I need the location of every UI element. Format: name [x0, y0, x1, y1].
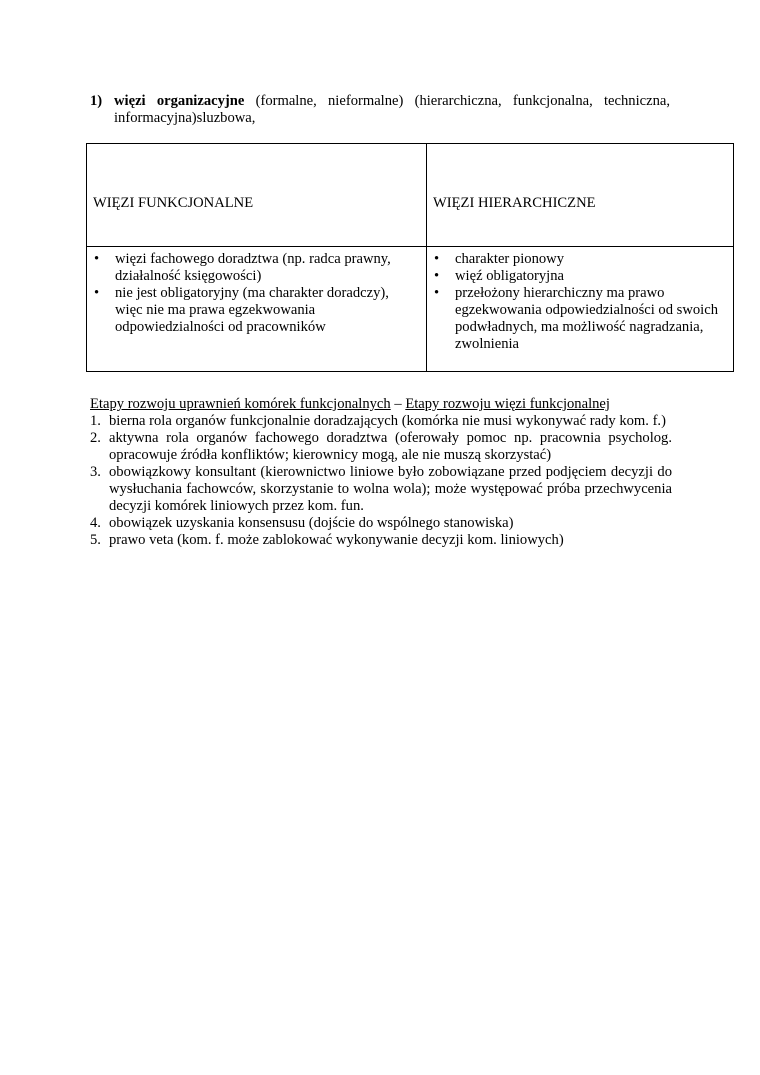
- list-item: • nie jest obligatoryjny (ma charakter doradczy), więc nie ma prawa egzekwowania odpowiedzialności od pracowników: [94, 285, 389, 335]
- section-number: 1): [90, 93, 103, 109]
- hierarchical-list: [433, 251, 727, 353]
- list-item: • charakter pionowy: [434, 251, 565, 267]
- functional-cell: [87, 247, 427, 372]
- table-header-row: [87, 144, 734, 247]
- heading-separator: –: [390, 396, 406, 412]
- list-item: • więzi fachowego doradztwa (np. radca prawny, działalność księgowości): [94, 251, 391, 284]
- table-body-row: [87, 247, 734, 372]
- section-description: (formalne, nieformalne) (hierarchiczna, funkcjonalna, techniczna, informacyjna)sluzbowa,: [114, 93, 670, 126]
- bullet-icon: •: [94, 251, 100, 267]
- hierarchical-cell: [427, 247, 734, 372]
- bullet-icon: •: [434, 285, 440, 301]
- list-item: 2. aktywna rola organów fachowego doradztwa (oferowały pomoc np. pracownia psycholog. opracowuje źródła konfliktów; kierownicy mogą, ale nie muszą skorzystać): [90, 430, 672, 463]
- bullet-icon: •: [434, 251, 440, 267]
- list-item: 4. obowiązek uzyskania konsensusu (dojście do wspólnego stanowiska): [90, 515, 514, 531]
- bullet-icon: •: [94, 285, 100, 301]
- stages-list: [90, 413, 672, 549]
- header-hierarchical: WIĘZI HIERARCHICZNE: [427, 144, 734, 247]
- list-item: 5. prawo veta (kom. f. może zablokować wykonywanie decyzji kom. liniowych): [90, 532, 564, 548]
- stages-heading-left: Etapy rozwoju uprawnień komórek funkcjonalnych: [90, 396, 391, 412]
- list-item: • więź obligatoryjna: [434, 268, 565, 284]
- list-item: 1. bierna rola organów funkcjonalnie doradzających (komórka nie musi wykonywać rady kom. f.): [90, 413, 666, 429]
- list-item: 3. obowiązkowy konsultant (kierownictwo liniowe było zobowiązane przed podjęciem decyzji do wysłuchania fachowców, skorzystanie to wolna wola); może występować próba przechwycenia decyzji komórek liniowych przez kom. fun.: [90, 464, 672, 514]
- bullet-icon: •: [434, 268, 440, 284]
- section-1: [90, 93, 670, 127]
- comparison-table: [86, 143, 734, 372]
- list-item: • przełożony hierarchiczny ma prawo egzekwowania odpowiedzialności od swoich podwładnych, ma możliwość nagradzania, zwolnienia: [434, 285, 719, 352]
- stages-heading: [90, 396, 672, 413]
- stages-heading-right: Etapy rozwoju więzi funkcjonalnej: [405, 396, 610, 412]
- section-text: [114, 93, 670, 127]
- section-bold-term: więzi organizacyjne: [114, 93, 245, 109]
- stages-section: [90, 396, 672, 549]
- functional-list: [93, 251, 420, 336]
- header-functional: WIĘZI FUNKCJONALNE: [87, 144, 427, 247]
